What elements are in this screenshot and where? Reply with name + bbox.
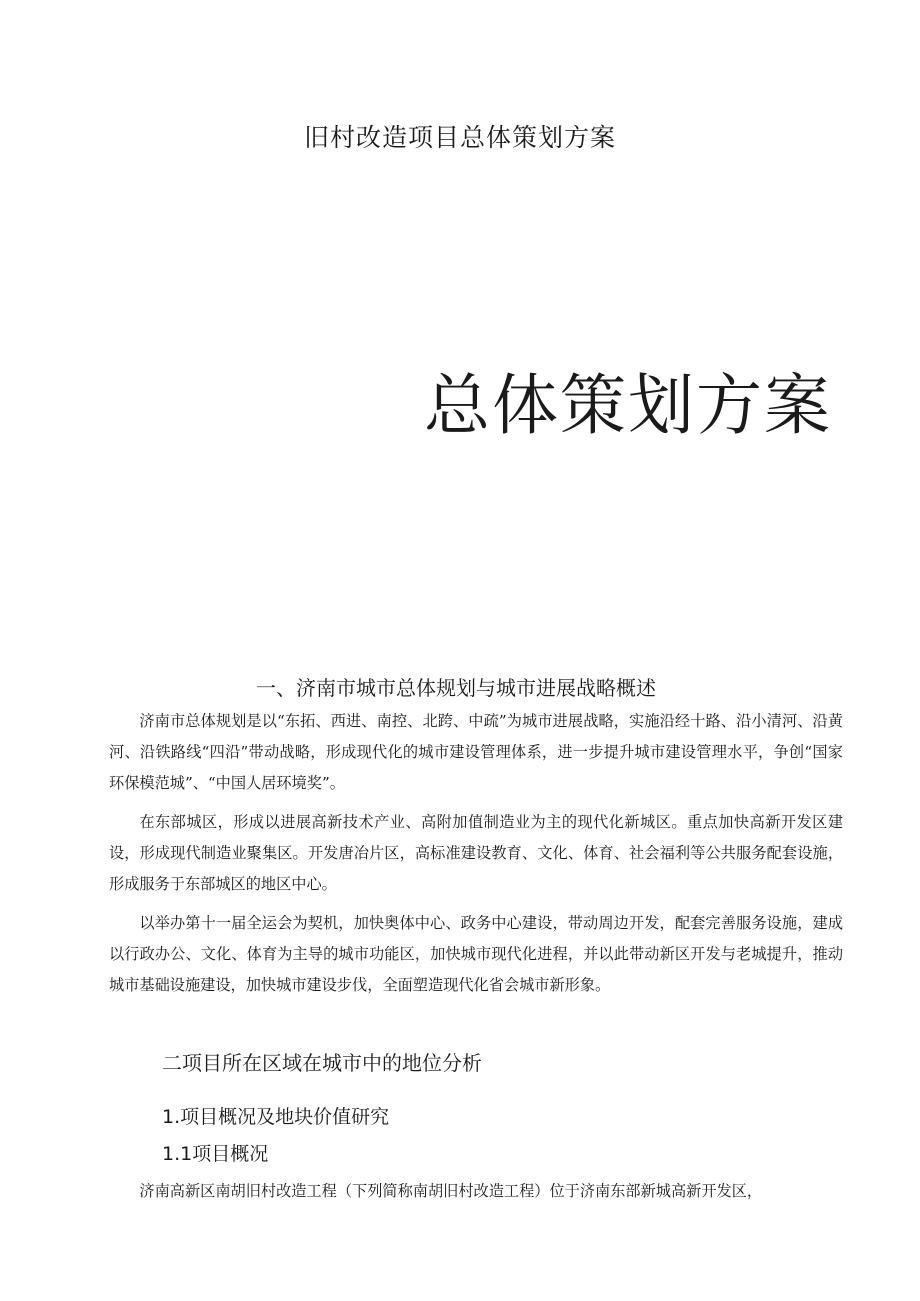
body-paragraph-start: 济南高新区南胡旧村改造工程（下列简称南胡旧村改造工程）位于济南东部新城高新开发区，: [139, 1182, 763, 1200]
body-paragraph: 以举办第十一届全运会为契机，加快奥体中心、政务中心建设，带动周边开发，配套完善服务设施，建成以行政办公、文化、体育为主导的城市功能区，加快城市现代化进程，并以此带动新区开发与老城提升，推动城市基础设施建设，加快城市建设步伐，全面塑造现代化省会城市新形象。: [109, 914, 843, 994]
section-2-heading: 二项目所在区域在城市中的地位分析: [162, 1051, 482, 1075]
subsection-1-1-heading: 1.1项目概况: [162, 1143, 269, 1165]
document-header-title: 旧村改造项目总体策划方案: [303, 123, 616, 152]
body-paragraph: 济南市总体规划是以“东拓、西进、南控、北跨、中疏”为城市进展战略，实施沿经十路、沿小清河、沿黄河、沿铁路线“四沿”带动战略，形成现代化的城市建设管理体系，进一步提升城市建设管理水平，争创“国家环保模范城”、“中国人居环境奖”。: [109, 712, 843, 792]
body-paragraph: 在东部城区，形成以进展高新技术产业、高附加值制造业为主的现代化新城区。重点加快高新开发区建设，形成现代制造业聚集区。开发唐冶片区，高标准建设教育、文化、体育、社会福利等公共服务配套设施，形成服务于东部城区的地区中心。: [109, 813, 843, 893]
section-1-body: [109, 706, 843, 1009]
subsection-1-heading: 1.项目概况及地块价值研究: [162, 1106, 390, 1128]
cover-title: 总体策划方案: [424, 367, 832, 444]
section-1-heading: 一、济南市城市总体规划与城市进展战略概述: [256, 676, 656, 700]
